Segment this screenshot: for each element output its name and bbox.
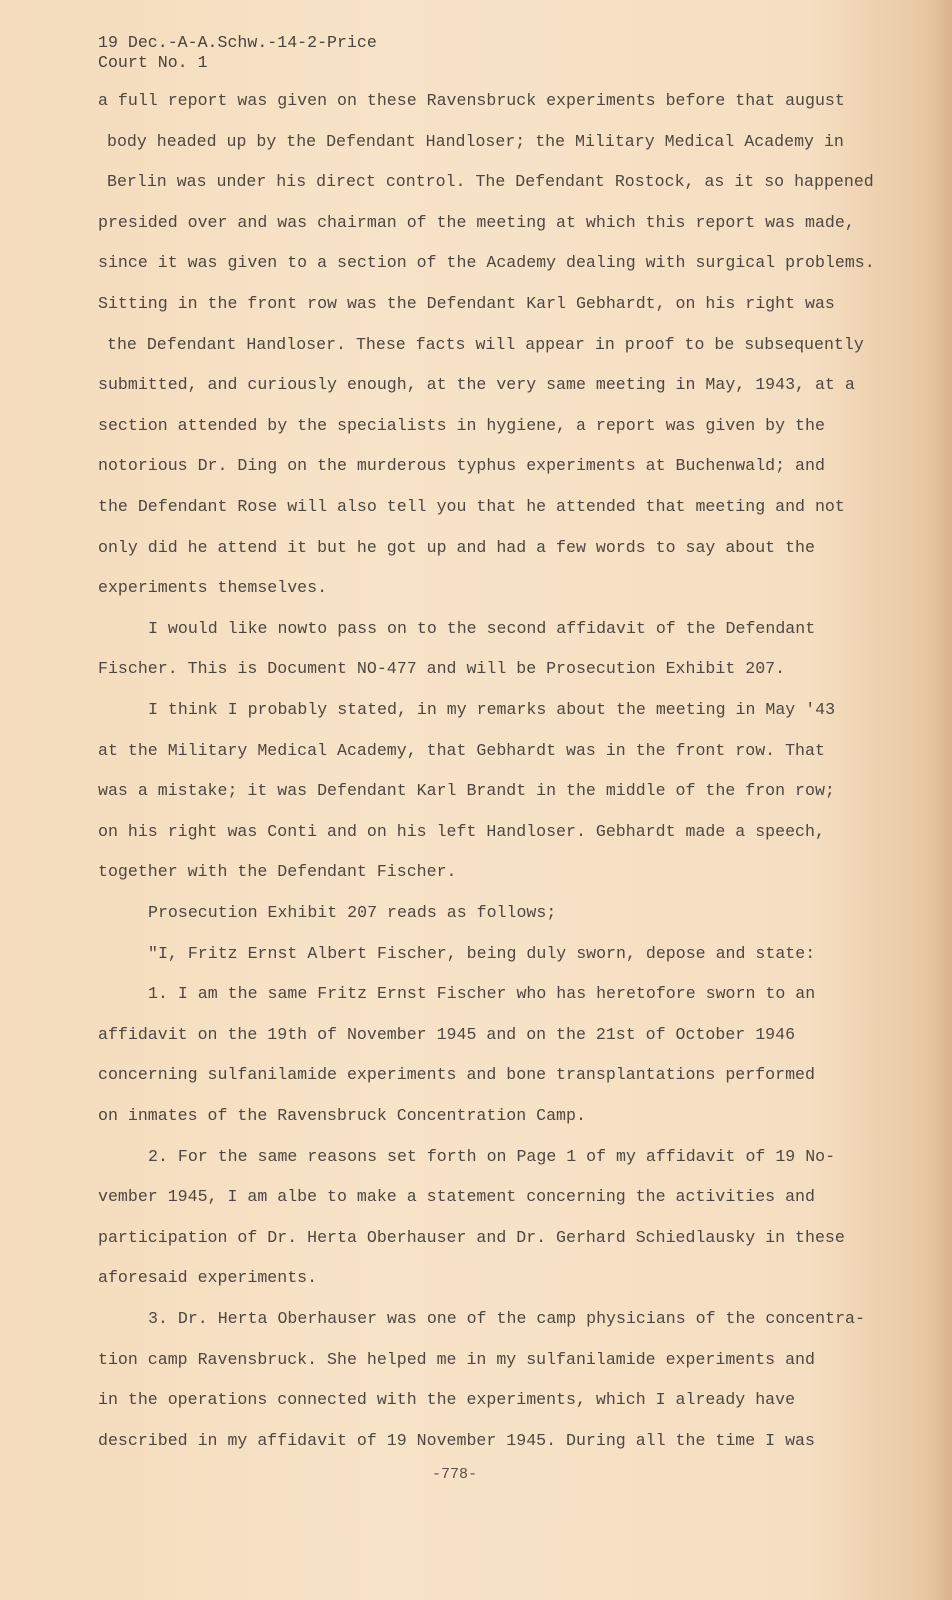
text-line: body headed up by the Defendant Handloser; the Military Medical Academy in	[107, 131, 844, 151]
text-line: experiments themselves.	[98, 578, 328, 598]
text-line: affidavit on the 19th of November 1945 and on the 21st of October 1946	[98, 1024, 796, 1044]
document-reference: 19 Dec.-A-A.Schw.-14-2-Price	[98, 33, 377, 52]
text-line: together with the Defendant Fischer.	[98, 862, 457, 882]
text-line: aforesaid experiments.	[98, 1268, 318, 1288]
text-line: Prosecution Exhibit 207 reads as follows;	[148, 903, 557, 922]
text-line: 1. I am the same Fritz Ernst Fischer who has heretofore sworn to an	[148, 984, 816, 1004]
text-line: Berlin was under his direct control. The Defendant Rostock, as it so happened	[107, 172, 874, 192]
text-line: I would like nowto pass on to the second affidavit of the Defendant	[148, 618, 816, 638]
page-number: -778-	[432, 1466, 478, 1483]
text-line: on his right was Conti and on his left Handloser. Gebhardt made a speech,	[98, 821, 825, 841]
text-line: "I, Fritz Ernst Albert Fischer, being duly sworn, depose and state:	[148, 943, 816, 963]
text-line: 3. Dr. Herta Oberhauser was one of the camp physicians of the concentra-	[148, 1309, 865, 1328]
text-line: Fischer. This is Document NO-477 and will be Prosecution Exhibit 207.	[98, 659, 786, 679]
text-line: the Defendant Rose will also tell you that he attended that meeting and not	[98, 497, 845, 516]
text-line: a full report was given on these Ravensbruck experiments before that august	[98, 91, 845, 110]
text-line: at the Military Medical Academy, that Gebhardt was in the front row. That	[98, 740, 825, 760]
text-line: on inmates of the Ravensbruck Concentration Camp.	[98, 1106, 586, 1125]
text-line: concerning sulfanilamide experiments and bone transplantations performed	[98, 1065, 815, 1085]
text-line: described in my affidavit of 19 November 1945. During all the time I was	[98, 1430, 815, 1450]
text-line: tion camp Ravensbruck. She helped me in my sulfanilamide experiments and	[98, 1349, 815, 1369]
text-line: submitted, and curiously enough, at the very same meeting in May, 1943, at a	[98, 375, 855, 395]
text-line: only did he attend it but he got up and had a few words to say about the	[98, 537, 815, 557]
text-line: since it was given to a section of the Academy dealing with surgical problems.	[98, 253, 875, 273]
text-line: presided over and was chairman of the meeting at which this report was made,	[98, 212, 855, 232]
text-line: participation of Dr. Herta Oberhauser and Dr. Gerhard Schiedlausky in these	[98, 1227, 845, 1247]
text-line: was a mistake; it was Defendant Karl Brandt in the middle of the fron row;	[98, 781, 835, 801]
text-line: in the operations connected with the experiments, which I already have	[98, 1390, 796, 1410]
text-line: the Defendant Handloser. These facts will appear in proof to be subsequently	[107, 334, 864, 354]
text-line: Sitting in the front row was the Defendant Karl Gebhardt, on his right was	[98, 294, 835, 313]
court-number: Court No. 1	[98, 53, 208, 72]
text-line: 2. For the same reasons set forth on Page 1 of my affidavit of 19 No-	[148, 1146, 836, 1166]
text-line: notorious Dr. Ding on the murderous typhus experiments at Buchenwald; and	[98, 456, 825, 476]
text-line: section attended by the specialists in hygiene, a report was given by the	[98, 415, 825, 435]
text-line: I think I probably stated, in my remarks about the meeting in May '43	[148, 700, 836, 719]
text-line: vember 1945, I am albe to make a statement concerning the activities and	[98, 1187, 815, 1207]
